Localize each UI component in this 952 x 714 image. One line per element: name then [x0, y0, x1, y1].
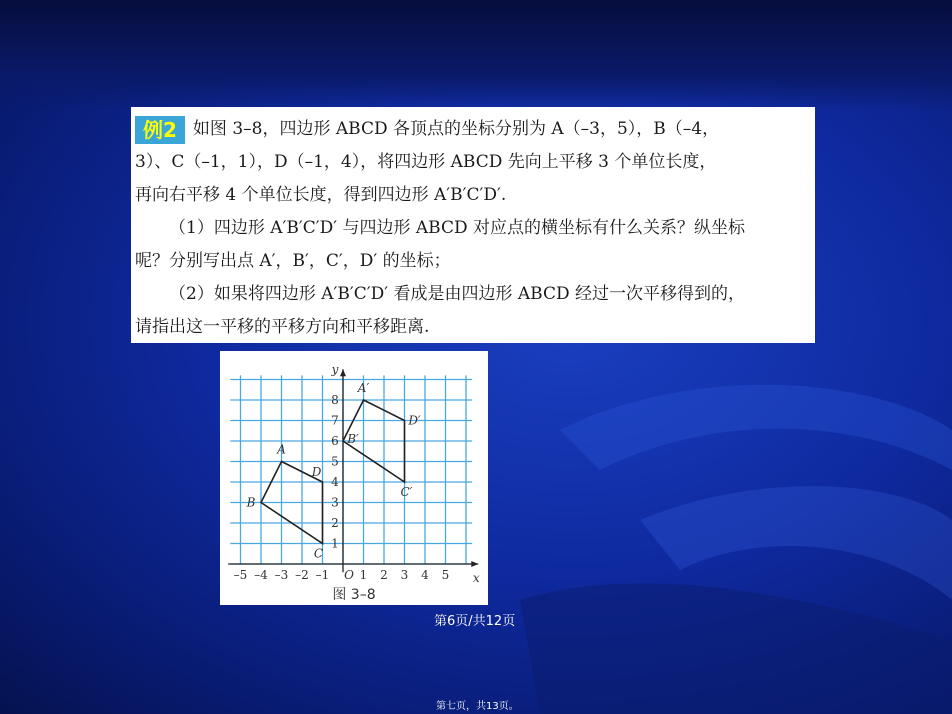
x-axis-arrow	[471, 561, 478, 567]
y-tick-label: 2	[331, 516, 339, 530]
quadrilateral-abcd-prime-vertex-label: A′	[357, 381, 370, 395]
x-tick-label: –4	[254, 568, 268, 582]
y-tick-label: 6	[331, 434, 339, 448]
problem-line-2: 3）、C（–1，1），D（–1，4），将四边形 ABCD 先向上平移 3 个单位长度，	[135, 152, 717, 172]
y-tick-label: 3	[331, 495, 339, 510]
x-tick-label: –5	[233, 568, 248, 582]
top-band	[0, 0, 952, 110]
x-tick-label: 5	[441, 568, 450, 582]
y-tick-label: 4	[331, 475, 339, 489]
question-1-line-1: （1）四边形 A′B′C′D′ 与四边形 ABCD 对应点的横坐标有什么关系？纵坐标	[169, 218, 745, 238]
x-tick-label: 3	[400, 568, 409, 582]
problem-text-box	[131, 107, 815, 343]
quadrilateral-abcd-vertex-label: A	[277, 442, 286, 457]
y-axis-label: y	[331, 362, 339, 377]
x-tick-label: –1	[315, 568, 330, 582]
question-2-line-2: 请指出这一平移的平移方向和平移距离.	[135, 317, 430, 337]
question-2-line-1: （2）如果将四边形 A′B′C′D′ 看成是由四边形 ABCD 经过一次平移得到的，	[169, 284, 745, 304]
quadrilateral-abcd-prime-vertex-label: C′	[400, 485, 413, 499]
x-tick-label: 4	[421, 568, 429, 582]
quadrilateral-abcd-vertex-label: B	[246, 495, 256, 510]
problem-line-3: 再向右平移 4 个单位长度，得到四边形 A′B′C′D′.	[135, 185, 507, 205]
quadrilateral-abcd-prime-vertex-label: B′	[347, 432, 359, 446]
y-tick-label: 8	[331, 393, 339, 407]
coordinate-grid	[220, 351, 488, 605]
x-tick-label: –2	[295, 568, 309, 582]
x-tick-label: 2	[380, 568, 388, 582]
problem-line-1	[135, 113, 805, 146]
y-axis-arrow	[340, 369, 346, 376]
problem-text: 如图 3–8，四边形 ABCD 各顶点的坐标分别为 A（–3，5），B（–4，	[192, 119, 720, 139]
x-axis-label: x	[472, 571, 480, 585]
x-tick-label: 1	[359, 568, 368, 582]
question-1-line-2: 呢？分别写出点 A′，B′，C′，D′ 的坐标；	[135, 251, 451, 271]
origin-label: O	[344, 568, 354, 582]
coordinate-figure	[220, 351, 488, 605]
quadrilateral-abcd-vertex-label: C	[313, 546, 324, 561]
example-badge: 例2	[135, 116, 185, 144]
page-indicator: 第6页/共12页	[434, 614, 516, 629]
x-tick-label: –3	[274, 568, 289, 582]
footer-note: 第七页，共13页。	[436, 701, 519, 712]
y-tick-label: 5	[331, 454, 339, 469]
quadrilateral-abcd-prime-vertex-label: D′	[408, 413, 421, 428]
y-tick-label: 7	[331, 413, 339, 428]
quadrilateral-abcd-vertex-label: D	[311, 465, 322, 479]
figure-caption: 图 3–8	[332, 587, 376, 603]
y-tick-label: 1	[331, 536, 339, 551]
